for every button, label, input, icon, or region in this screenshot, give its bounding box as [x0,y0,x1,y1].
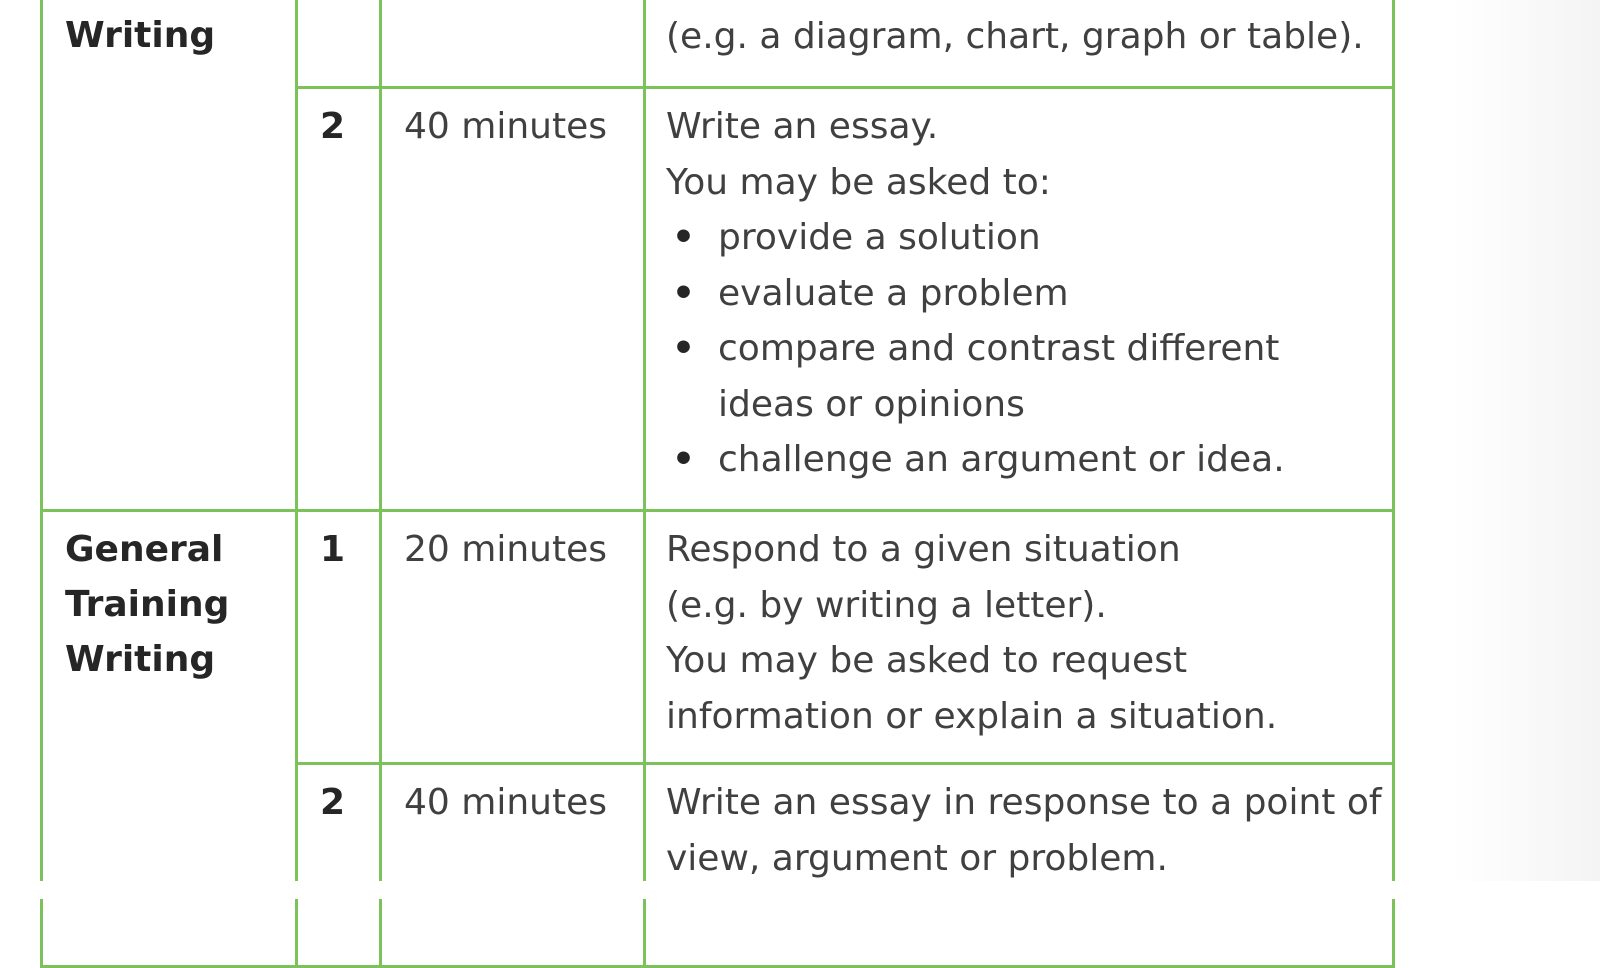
test-name-general-line1: General [65,529,224,570]
test-name-academic [43,0,295,63]
time-cell-academic-2 [381,88,645,511]
desc-line: (e.g. a diagram, chart, graph or table). [666,15,1364,57]
desc-line: You may be asked to request [666,640,1188,681]
bullet-icon: • [672,328,696,369]
task-description [646,765,1392,900]
test-cell-academic [42,0,297,511]
bullet-icon: • [672,272,696,314]
bullet-text: challenge an argument or idea. [718,439,1285,480]
desc-cell-academic-1 [645,0,1394,88]
bottom-edge-strip [0,881,1600,899]
task-description [646,89,1392,502]
bullet-text: evaluate a problem [718,272,1069,314]
test-name-general-line2: Training [65,584,230,625]
test-name-general [43,512,295,687]
test-name-general-line3: Writing [65,639,216,680]
desc-line: Respond to a given situation [666,529,1181,570]
desc-cell-general-1 [645,511,1394,764]
bullet-icon: • [672,217,696,258]
list-item [666,210,1382,266]
time-cell-general-2 [381,764,645,967]
task-time [382,0,643,8]
test-name-academic-line2: Writing [65,15,216,56]
test-name-academic-line1 [65,0,295,8]
desc-line: You may be asked to: [666,161,1051,203]
desc-line: (e.g. by writing a letter). [666,584,1107,626]
desc-line: Write an essay in response to a point of [666,782,1382,823]
desc-line [666,0,1382,9]
task-cell-academic-2 [297,88,381,511]
task-cell-academic-1 [297,0,381,88]
time-cell-general-1 [381,511,645,764]
task-time: 40 minutes [404,782,607,823]
time-cell-academic-1 [381,0,645,88]
task-cell-general-2 [297,764,381,967]
task-number: 2 [320,106,346,147]
table-row-academic-task1 [42,0,1394,88]
bullet-text: provide a solution [718,217,1041,258]
desc-cell-academic-2 [645,88,1394,511]
desc-line: Write an essay. [666,106,939,147]
task-description [646,512,1392,758]
bullet-text: compare and contrast different ideas or opinions [718,328,1280,425]
desc-cell-general-2 [645,764,1394,967]
task-description [646,0,1392,78]
bullet-icon: • [672,439,696,480]
task-number [298,0,379,8]
list-item [666,266,1382,322]
desc-line: information or explain a situation. [666,695,1278,737]
list-item [666,432,1382,488]
list-item [666,321,1382,432]
page-edge-shade [1450,0,1600,899]
task-cell-general-1 [297,511,381,764]
task-time: 20 minutes [404,529,607,570]
task-number: 2 [320,782,346,823]
table-row-general-task1 [42,511,1394,764]
task-bullet-list [666,210,1382,488]
task-number: 1 [320,529,346,570]
writing-test-table [40,0,1395,968]
desc-line: view, argument or problem. [666,837,1168,879]
task-time: 40 minutes [404,106,607,147]
